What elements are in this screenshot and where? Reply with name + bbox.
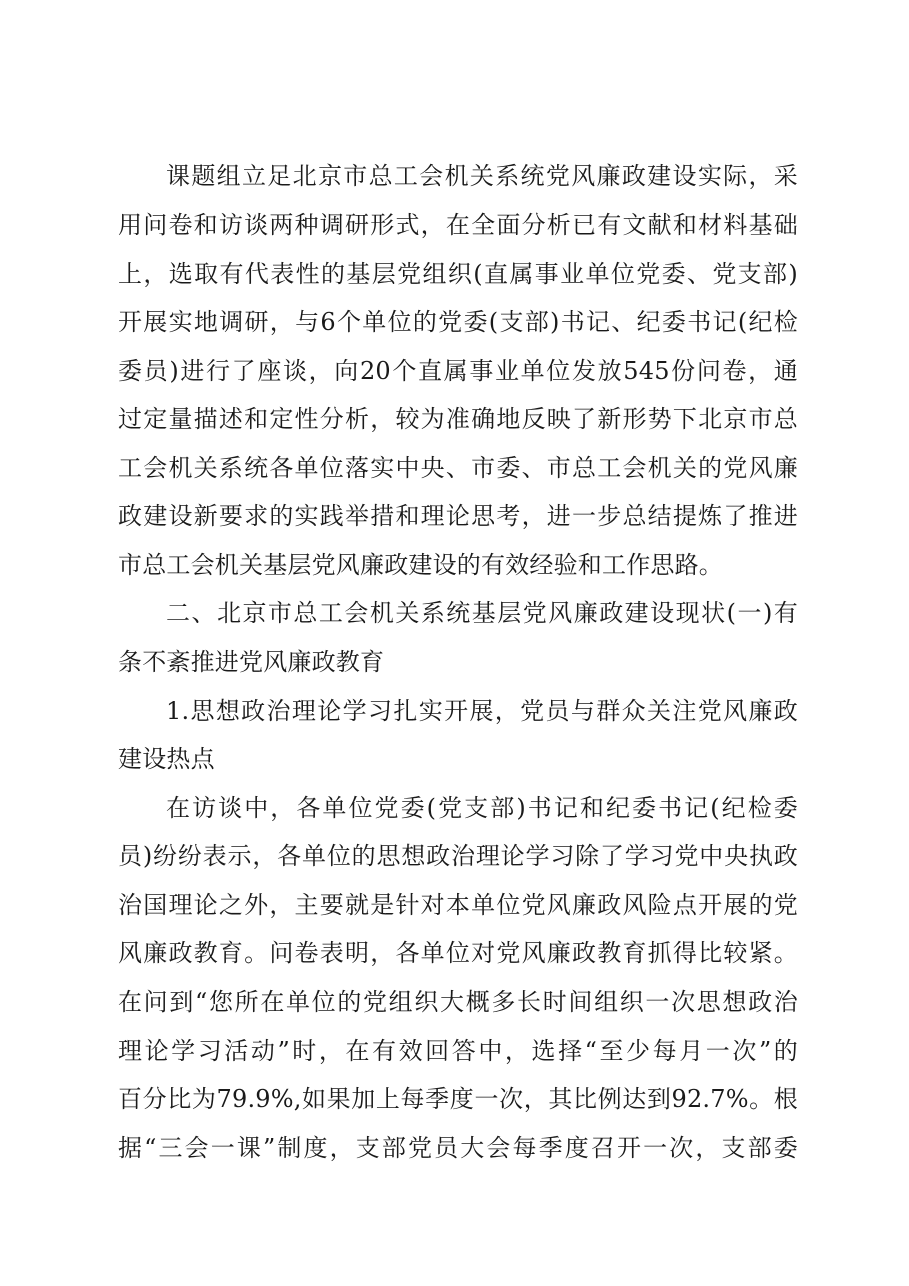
paragraph-line: 员)纷纷表示，各单位的思想政治理论学习除了学习党中央执政 (118, 842, 798, 870)
subsection-heading-line: 建设热点 (118, 745, 215, 773)
section-heading-line: 二、北京市总工会机关系统基层党风廉政建设现状(一)有 (166, 599, 798, 627)
subsection-heading-line: 1.思想政治理论学习扎实开展，党员与群众关注党风廉政 (166, 697, 798, 725)
section-heading-line: 条不紊推进党风廉政教育 (118, 648, 385, 676)
paragraph-line: 治国理论之外，主要就是针对本单位党风廉政风险点开展的党 (118, 891, 798, 919)
paragraph-line: 据“三会一课”制度，支部党员大会每季度召开一次，支部委 (118, 1134, 798, 1162)
paragraph-line: 课题组立足北京市总工会机关系统党风廉政建设实际，采 (166, 162, 798, 190)
paragraph-line: 理论学习活动”时，在有效回答中，选择“至少每月一次”的 (118, 1037, 798, 1065)
paragraph-line: 开展实地调研，与6个单位的党委(支部)书记、纪委书记(纪检 (118, 308, 798, 336)
paragraph-line: 百分比为79.9%,如果加上每季度一次，其比例达到92.7%。根 (118, 1085, 798, 1113)
paragraph-line: 过定量描述和定性分析，较为准确地反映了新形势下北京市总 (118, 405, 798, 433)
paragraph-line: 委员)进行了座谈，向20个直属事业单位发放545份问卷，通 (118, 357, 798, 385)
paragraph-line: 上，选取有代表性的基层党组织(直属事业单位党委、党支部) (118, 260, 798, 288)
paragraph-line: 风廉政教育。问卷表明，各单位对党风廉政教育抓得比较紧。 (118, 939, 798, 967)
paragraph-line: 用问卷和访谈两种调研形式，在全面分析已有文献和材料基础 (118, 211, 798, 239)
paragraph-line: 政建设新要求的实践举措和理论思考，进一步总结提炼了推进 (118, 502, 798, 530)
paragraph-line: 工会机关系统各单位落实中央、市委、市总工会机关的党风廉 (118, 454, 798, 482)
paragraph-line: 市总工会机关基层党风廉政建设的有效经验和工作思路。 (118, 551, 723, 579)
paragraph-line: 在问到“您所在单位的党组织大概多长时间组织一次思想政治 (118, 988, 798, 1016)
paragraph-line: 在访谈中，各单位党委(党支部)书记和纪委书记(纪检委 (166, 794, 798, 822)
